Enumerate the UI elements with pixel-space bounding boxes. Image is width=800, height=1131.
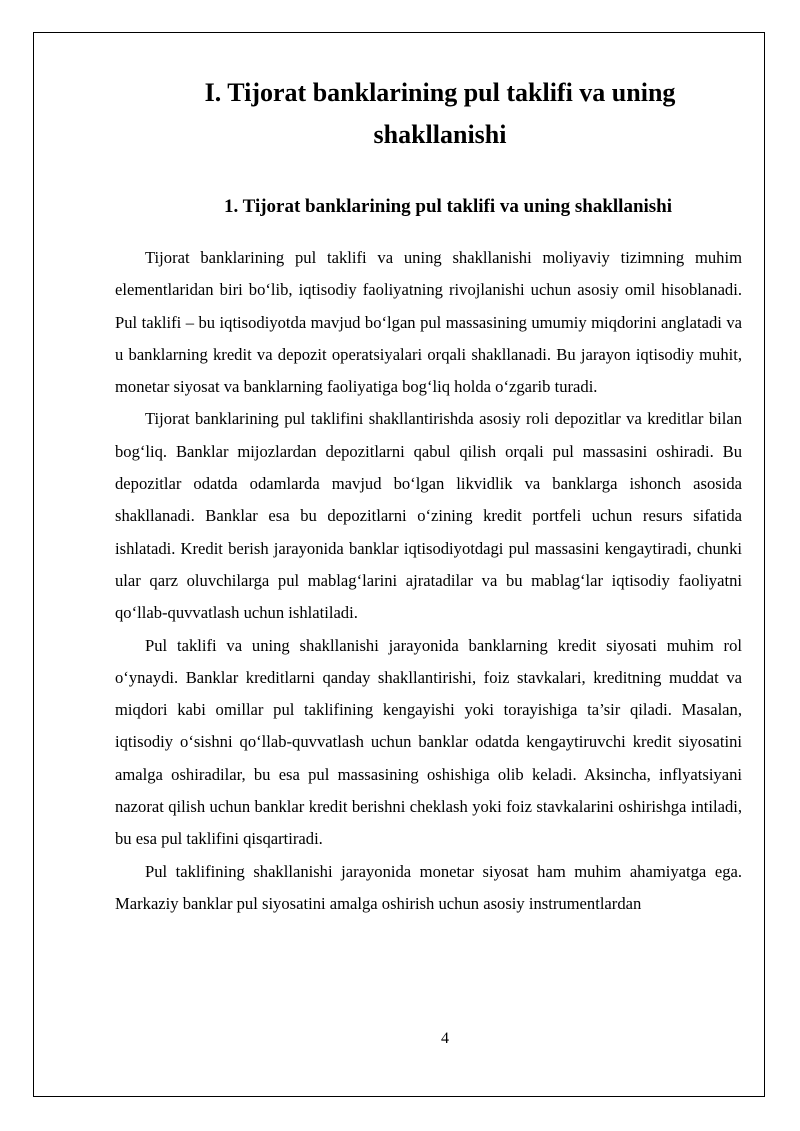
paragraph: Pul taklifining shakllanishi jarayonida monetar siyosat ham muhim ahamiyatga ega. Markaziy banklar pul siyosatini amalga oshirish uchun asosiy instrumentlardan bbox=[115, 861, 742, 913]
paragraph: Tijorat banklarining pul taklifi va uning shakllanishi moliyaviy tizimning muhim elementlaridan biri bo‘lib, iqtisodiy faoliyatning rivojlanishi uchun asosiy omil hisoblanadi. Pul taklifi – bu iqtisodiyotda mavjud bo‘lgan pul massasining umumiy miqdorini anglatadi va u banklarning kredit va depozit operatsiyalari orqali shakllanadi. Bu jarayon iqtisodiy muhit, monetar siyosat va banklarning faoliyatiga bog‘liq holda o‘zgarib turadi. bbox=[115, 248, 742, 397]
paragraph: Pul taklifi va uning shakllanishi jarayonida banklarning kredit siyosati muhim rol o‘ynaydi. Banklar kreditlarni qanday shakllantirishi, foiz stavkalari, kreditning muddat va miqdori kabi omillar pul taklifining kengayishi yoki torayishiga ta’sir qiladi. Masalan, iqtisodiy o‘sishni qo‘llab-quvvatlash uchun banklar odatda kengaytiruvchi kredit siyosatini amalga oshiradilar, bu esa pul massasining oshishiga olib keladi. Aksincha, inflyatsiyani nazorat qilish uchun banklar kredit berishni cheklash yoki foiz stavkalarini oshirishga intiladi, bu esa pul taklifini qisqartiradi. bbox=[115, 635, 742, 849]
body-text bbox=[115, 242, 742, 920]
chapter-title: I. Tijorat banklarining pul taklifi va uning shakllanishi bbox=[204, 78, 676, 149]
page-number: 4 bbox=[441, 1030, 449, 1047]
paragraph: Tijorat banklarining pul taklifini shakllantirishda asosiy roli depozitlar va kreditlar bilan bog‘liq. Banklar mijozlardan depozitlarni qabul qilish orqali pul massasini oshiradi. Bu depozitlar odatda odamlarda mavjud bo‘lgan likvidlik va banklarga ishonch asosida shakllanadi. Banklar esa bu depozitlarni o‘zining kredit portfeli uchun resurs sifatida ishlatadi. Kredit berish jarayonida banklar iqtisodiyotdagi pul massasini kengaytiradi, chunki ular qarz oluvchilarga pul mablag‘larini ajratadilar va bu mablag‘lar iqtisodiy faoliyatni qo‘llab-quvvatlash uchun ishlatiladi. bbox=[115, 409, 742, 623]
section-title: 1. Tijorat banklarining pul taklifi va uning shakllanishi bbox=[223, 196, 673, 217]
